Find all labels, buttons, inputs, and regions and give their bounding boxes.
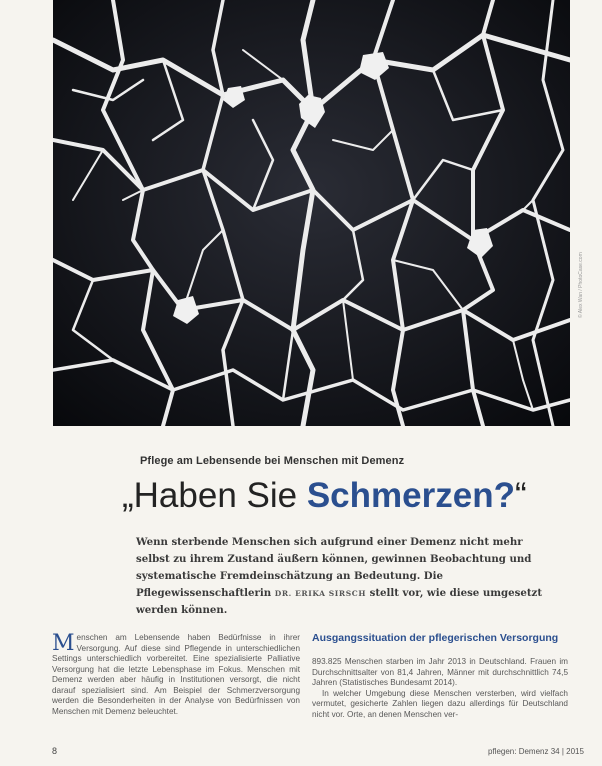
headline-part-1: „Haben Sie bbox=[122, 476, 307, 515]
headline-part-3: “ bbox=[514, 476, 527, 515]
magazine-footer: pflegen: Demenz 34 | 2015 bbox=[488, 747, 584, 756]
headline-accent: Schmerzen? bbox=[306, 476, 515, 515]
article-kicker: Pflege am Lebensende bei Menschen mit Demenz bbox=[140, 455, 405, 467]
body-right-paragraph-1: 893.825 Menschen starben im Jahr 2013 in Deutschland. Frauen im Durchschnittsalter von 81,4 Jahren, Männer mit durchschnittlich 74,5 Jahren (Statistisches Bundesamt 2014). bbox=[312, 657, 568, 687]
body-left-text: enschen am Lebensende haben Bedürfnisse in ihrer Versorgung. Auf diese sind Pflegende in unterschiedlichen Settings unterschiedlich vorbereitet. Eine spezialisierte Palliative Versorgung hat die letzte Lebensphase im Fokus. Menschen mit Demenz werden aber häufig in Institutionen versorgt, die nicht darauf spezialisiert sind. Am Beispiel der Schmerzversorgung werden die Besonderheiten in der Analyse von Bedürfnissen von Menschen mit Demenz beleuchtet. bbox=[52, 633, 300, 716]
crack-pattern-image bbox=[53, 0, 570, 426]
section-heading: Ausgangssituation der pflegerischen Versorgung bbox=[312, 632, 559, 644]
body-right-paragraph-2: In welcher Umgebung diese Menschen versterben, wird vielfach vermutet, gesicherte Zahlen liegen dazu allerdings für Deutschland nicht vor. Orte, an denen Menschen ver- bbox=[312, 688, 568, 719]
page-number: 8 bbox=[52, 746, 58, 756]
body-column-right bbox=[312, 657, 568, 720]
article-lead bbox=[136, 534, 556, 619]
cracked-paint-photo bbox=[53, 0, 570, 426]
drop-cap: M bbox=[52, 631, 75, 656]
lead-author: DR. ERIKA SIRSCH bbox=[274, 589, 367, 598]
lead-tail: stellt vor, wie diese umgesetzt werden können. bbox=[136, 587, 543, 616]
body-column-left bbox=[52, 633, 300, 717]
photo-credit: © Alex Wan / PhotoCase.com bbox=[578, 252, 584, 318]
article-headline bbox=[122, 478, 527, 513]
lead-text: Wenn sterbende Menschen sich aufgrund einer Demenz nicht mehr selbst zu ihrem Zustand äußern können, gewinnen Beobachtung und systematische Fremdeinschätzung an Bedeutung. Die Pflegewissenschaftlerin bbox=[136, 536, 532, 599]
